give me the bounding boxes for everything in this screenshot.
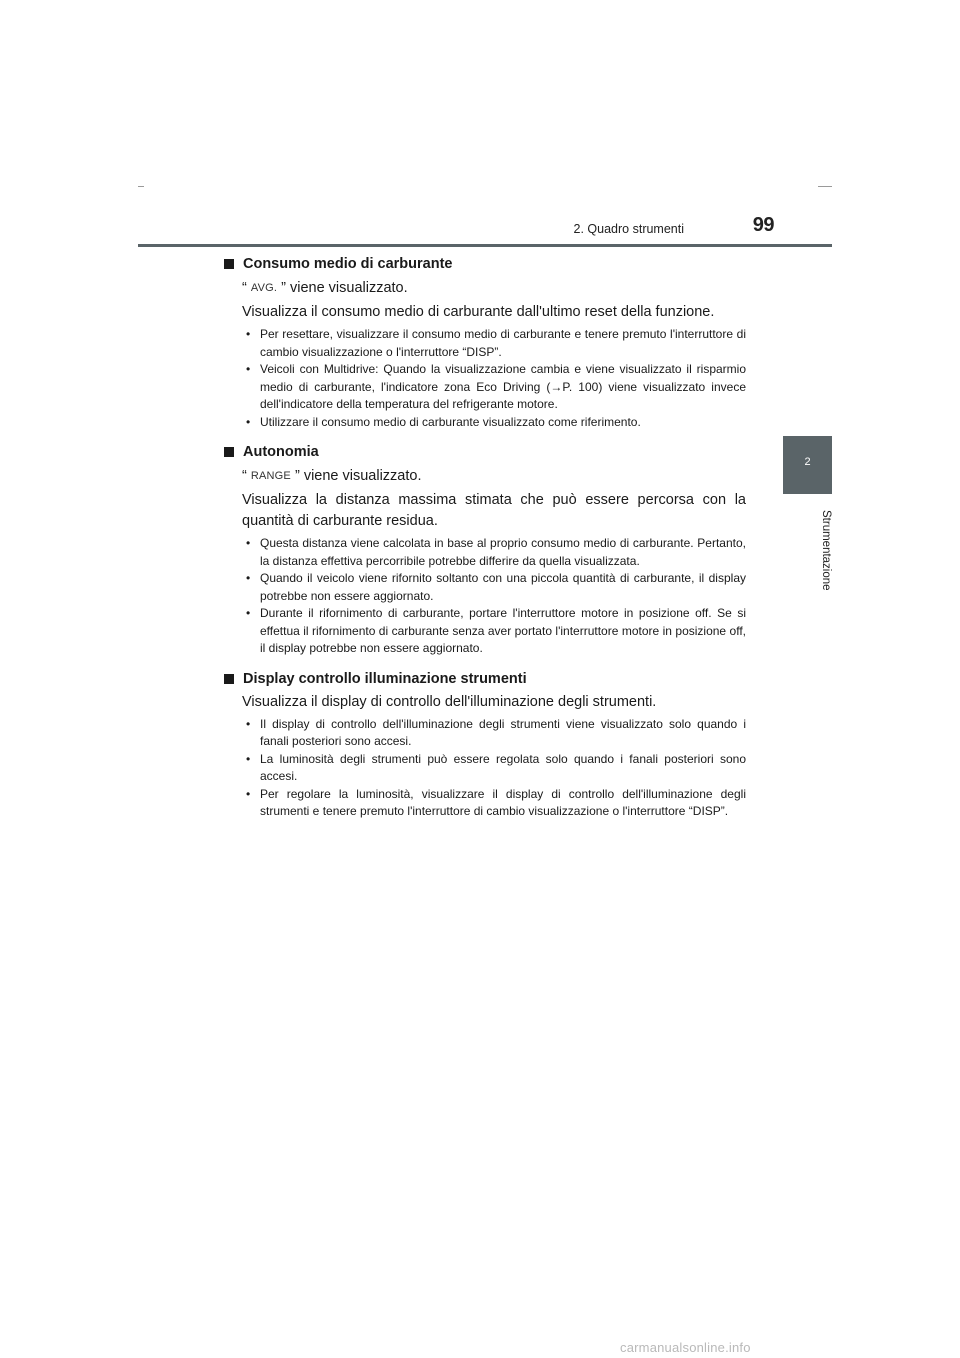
black-square-icon <box>224 259 234 269</box>
watermark: carmanualsonline.info <box>620 1340 751 1355</box>
list-item: • Il display di controllo dell'illuminazione degli strumenti viene visualizzato solo quando i fanali posteriori sono accesi. <box>242 716 746 751</box>
indicator-line <box>242 466 746 487</box>
bullet-list <box>222 326 746 431</box>
page-content <box>222 253 746 831</box>
section-title <box>222 253 746 275</box>
list-item: • Quando il veicolo viene rifornito soltanto con una piccola quantità di carburante, il display potrebbe non essere aggiornato. <box>242 570 746 605</box>
bullet-list <box>222 716 746 821</box>
page-number: 99 <box>752 214 774 236</box>
section-description: Visualizza la distanza massima stimata che può essere percorsa con la quantità di carburante residua. <box>242 492 746 529</box>
quote-open: “ <box>242 280 247 296</box>
chapter-tab-label <box>784 500 832 598</box>
crop-mark-right <box>818 186 832 187</box>
quote-open: “ <box>242 468 247 484</box>
section-description: Visualizza il consumo medio di carburante dall'ultimo reset della funzione. <box>242 304 715 320</box>
list-item: • Per resettare, visualizzare il consumo medio di carburante e tenere premuto l'interruttore di cambio visualizzazione o l'interruttore “DISP”. <box>242 326 746 361</box>
chapter-tab-label-text: Strumentazione <box>820 509 832 591</box>
indicator-line <box>242 278 746 299</box>
section-title <box>222 668 746 690</box>
page-header <box>138 212 832 248</box>
list-item: • Veicoli con Multidrive: Quando la visualizzazione cambia e viene visualizzato il risparmio medio di carburante, l'indicatore zona Eco Driving (→P. 100) viene visualizzato invece dell'indicatore della temperatura del refrigerante motore. <box>242 361 746 414</box>
section-title <box>222 441 746 463</box>
list-item: • Durante il rifornimento di carburante, portare l'interruttore motore in posizione off. Se si effettua il rifornimento di carburante senza aver portato l'interruttore motore in posizione off, il display potrebbe non essere aggiornato. <box>242 605 746 658</box>
list-item: • Utilizzare il consumo medio di carburante visualizzato come riferimento. <box>242 414 746 432</box>
chapter-title: 2. Quadro strumenti <box>573 222 684 236</box>
list-item: • Questa distanza viene calcolata in base al proprio consumo medio di carburante. Pertanto, la distanza effettiva percorribile potrebbe differire da quella visualizzata. <box>242 535 746 570</box>
list-item: • La luminosità degli strumenti può essere regolata solo quando i fanali posteriori sono accesi. <box>242 751 746 786</box>
section-title-text: Consumo medio di carburante <box>243 256 453 272</box>
indicator-text: ” viene visualizzato. <box>281 280 408 296</box>
section-illuminazione <box>222 668 746 821</box>
list-item: • Per regolare la luminosità, visualizzare il display di controllo dell'illuminazione degli strumenti e tenere premuto l'interruttore di cambio visualizzazione o l'interruttore “DISP”. <box>242 786 746 821</box>
black-square-icon <box>224 447 234 457</box>
black-square-icon <box>224 674 234 684</box>
indicator-text: ” viene visualizzato. <box>294 468 422 484</box>
range-display-badge: RANGE <box>250 470 291 482</box>
bullet-list <box>222 535 746 658</box>
chapter-tab <box>783 436 832 494</box>
section-title-text: Autonomia <box>243 444 319 460</box>
header-rule <box>138 244 832 247</box>
section-autonomia <box>222 441 746 658</box>
crop-mark-left <box>138 186 144 187</box>
section-title-text: Display controllo illuminazione strumenti <box>243 670 527 687</box>
section-description: Visualizza il display di controllo dell'illuminazione degli strumenti. <box>242 693 657 710</box>
avg-display-badge: AVG. <box>250 282 278 294</box>
chapter-tab-number: 2 <box>804 456 811 468</box>
section-consumo-medio <box>222 253 746 431</box>
